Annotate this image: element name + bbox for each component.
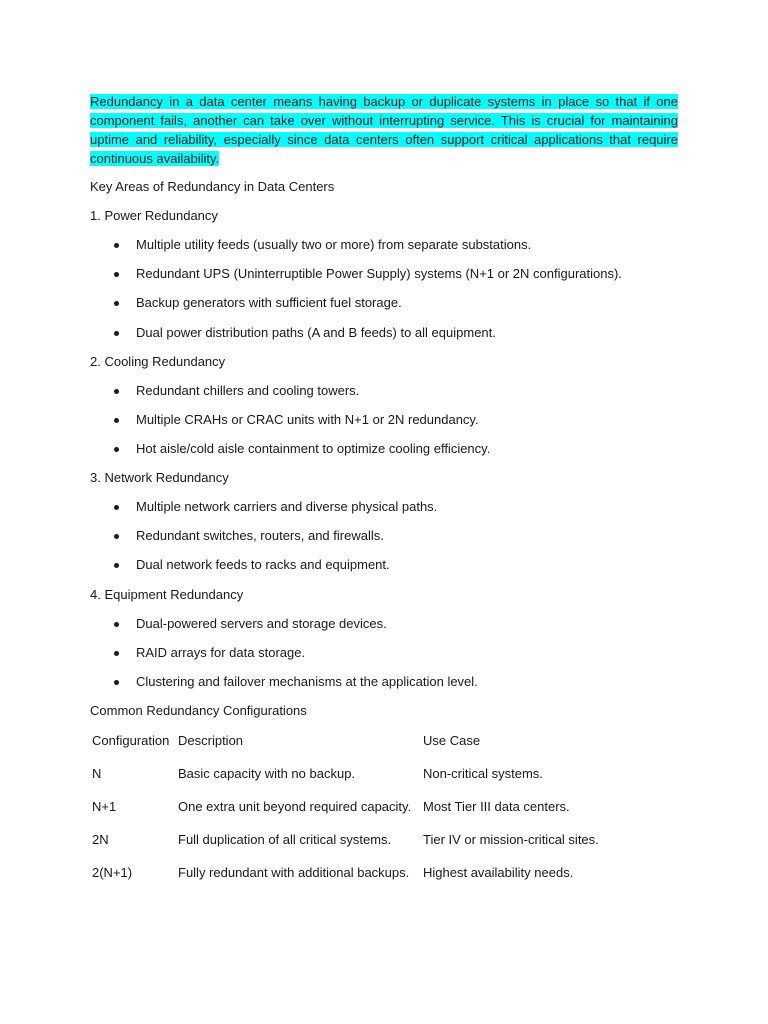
table-row xyxy=(92,799,623,832)
table-cell: Non-critical systems. xyxy=(423,766,543,781)
table-row xyxy=(92,832,623,865)
bullet-icon xyxy=(114,447,119,452)
bullet-icon xyxy=(114,301,119,306)
table-cell: Basic capacity with no backup. xyxy=(178,766,356,781)
bullet-icon xyxy=(114,389,119,394)
bullet-icon xyxy=(114,331,119,336)
table-cell: Most Tier III data centers. xyxy=(423,799,570,814)
column-header-description: Description xyxy=(178,733,244,748)
bullet-icon xyxy=(114,651,119,656)
key-areas-heading: Key Areas of Redundancy in Data Centers xyxy=(90,179,335,194)
table-cell: One extra unit beyond required capacity. xyxy=(178,799,412,814)
table-cell: Full duplication of all critical systems. xyxy=(178,832,392,847)
bullet-icon xyxy=(114,243,119,248)
config-table xyxy=(92,733,623,898)
table-cell: 2(N+1) xyxy=(92,865,133,880)
section-heading-power: 1. Power Redundancy xyxy=(90,208,218,223)
bullet-icon xyxy=(114,622,119,627)
column-header-configuration: Configuration xyxy=(92,733,170,748)
section-heading-network: 3. Network Redundancy xyxy=(90,470,229,485)
bullet-icon xyxy=(114,680,119,685)
highlighted-text: Redundancy in a data center means having backup or duplicate systems in place so that if one component fails, another can take over without interrupting service. This is crucial for maintaining uptime and reliability, especially since data centers often support critical applications that require continuous availability. xyxy=(90,94,678,166)
table-cell: Fully redundant with additional backups. xyxy=(178,865,410,880)
bullet-icon xyxy=(114,563,119,568)
table-cell: Tier IV or mission-critical sites. xyxy=(423,832,599,847)
table-row xyxy=(92,865,623,898)
configs-heading: Common Redundancy Configurations xyxy=(90,703,307,718)
column-header-use-case: Use Case xyxy=(423,733,481,748)
table-cell: Highest availability needs. xyxy=(423,865,574,880)
table-cell: 2N xyxy=(92,832,109,847)
document-page: Redundancy in a data center means having backup or duplicate systems in place so that if one component fails, another can take over without interrupting service. This is crucial for maintaining uptime and reliability, especially since data centers often support critical applications that require continuous availability. Key Areas of Redundancy in Data Centers 1. Power Redundancy Multiple utility feeds (usually two or more) from separate substations. Redundant UPS (Uninterruptible Power Supply) systems (N+1 or 2N configurations). Backup generators with sufficient fuel storage. Dual power distribution paths (A and B feeds) to all equipment. 2. Cooling Redundancy Redundant chillers and cooling towers. Multiple CRAHs or CRAC units with N+1 or 2N redundancy. Hot aisle/cold aisle containment to optimize cooling efficiency. 3. Network Redundancy Multiple network carriers and diverse physical paths. Redundant switches, routers, and firewalls. Dual network feeds to racks and equipment. 4. Equipment Redundancy Dual-powered servers and storage devices. RAID arrays for data storage. Clustering and failover mechanisms at the application level. Common Redundancy Configurations Configuration Description Use Case N Basic capacity with no backup. Non-critical systems. N+1 One extra unit beyond required capacity. Most Tier III data centers. 2N Full duplication of all critical systems. Tier IV or mission-critical sites. 2(N+1) Fully redundant with additional backups. Highest availability needs. xyxy=(0,0,768,1024)
bullet-icon xyxy=(114,505,119,510)
intro-paragraph xyxy=(90,92,678,168)
bullet-icon xyxy=(114,418,119,423)
table-header-row xyxy=(92,733,623,766)
table-row xyxy=(92,766,623,799)
table-cell: N+1 xyxy=(92,799,117,814)
section-heading-cooling: 2. Cooling Redundancy xyxy=(90,354,226,369)
bullet-icon xyxy=(114,272,119,277)
bullet-icon xyxy=(114,534,119,539)
section-heading-equipment: 4. Equipment Redundancy xyxy=(90,587,244,602)
table-cell: N xyxy=(92,766,102,781)
